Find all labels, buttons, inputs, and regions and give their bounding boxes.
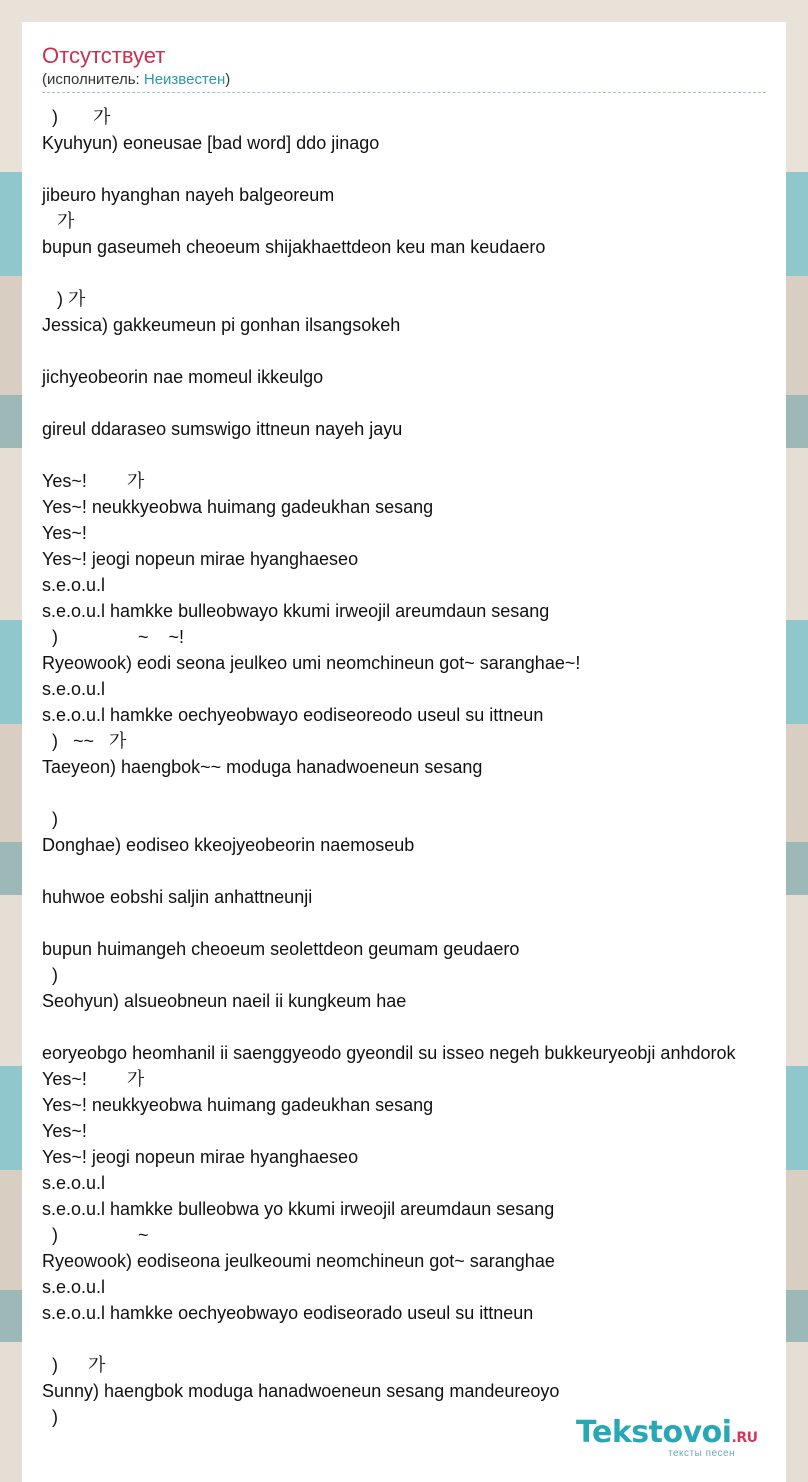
lyric-line: [42, 390, 786, 416]
logo-name: Tekstovoi: [576, 1415, 732, 1450]
lyric-line: Yes~! neukkyeobwa huimang gadeukhan sesang: [42, 1095, 434, 1115]
content-page: [22, 22, 786, 1482]
lyric-line: s.e.o.u.l hamkke bulleobwayo kkumi irweojil areumdaun sesang: [42, 601, 550, 621]
lyric-line: [42, 910, 786, 936]
lyric-line: eoryeobgo heomhanil ii saenggyeodo gyeondil su isseo negeh bukkeuryeobji anhdorok: [42, 1043, 736, 1063]
lyric-line: Yes~! jeogi nopeun mirae hyanghaeseo: [42, 549, 359, 569]
lyric-line: bupun huimangeh cheoeum seolettdeon geumam geudaero: [42, 939, 520, 959]
lyric-line: Sunny) haengbok moduga hanadwoeneun sesang mandeureoyo: [42, 1381, 560, 1401]
lyric-line: Yes~!: [42, 523, 87, 543]
logo-tagline: тексты песен: [668, 1448, 736, 1459]
lyric-line: Yes~! jeogi nopeun mirae hyanghaeseo: [42, 1147, 359, 1167]
lyric-line: s.e.o.u.l: [42, 1277, 106, 1297]
performer-link[interactable]: Неизвестен: [143, 71, 226, 88]
lyric-line: Jessica) gakkeumeun pi gonhan ilsangsokeh: [42, 315, 401, 335]
lyric-line: s.e.o.u.l hamkke bulleobwa yo kkumi irweojil areumdaun sesang: [42, 1199, 555, 1219]
lyric-line: Yes~! neukkyeobwa huimang gadeukhan sesang: [42, 497, 434, 517]
lyric-line: ): [42, 809, 58, 829]
lyric-line: [42, 156, 786, 182]
lyric-line: [42, 442, 786, 468]
song-title: Отсутствует: [42, 43, 166, 68]
lyric-line: s.e.o.u.l: [42, 575, 106, 595]
lyric-line: 가: [42, 211, 75, 231]
lyric-line: [42, 260, 786, 286]
lyric-line: [42, 1326, 786, 1352]
lyric-line: jichyeobeorin nae momeul ikkeulgo: [42, 367, 324, 387]
lyric-line: [42, 858, 786, 884]
lyric-line: s.e.o.u.l hamkke oechyeobwayo eodiseoreodo useul su ittneun: [42, 705, 544, 725]
lyric-line: [42, 780, 786, 806]
lyric-line: ) ~: [42, 1225, 149, 1245]
lyric-line: ) 가: [42, 1355, 106, 1375]
lyrics-text: [42, 104, 786, 1430]
performer-line: [42, 70, 766, 93]
lyric-line: ) ~ ~!: [42, 627, 185, 647]
lyric-line: Yes~!: [42, 1121, 87, 1141]
lyric-line: Yes~! 가: [42, 1069, 145, 1089]
lyric-line: Seohyun) alsueobneun naeil ii kungkeum hae: [42, 991, 407, 1011]
lyric-line: bupun gaseumeh cheoeum shijakhaettdeon keu man keudaero: [42, 237, 546, 257]
lyric-line: s.e.o.u.l hamkke oechyeobwayo eodiseorado useul su ittneun: [42, 1303, 534, 1323]
lyric-line: ) 가: [42, 107, 111, 127]
lyric-line: [42, 338, 786, 364]
lyric-line: ): [42, 965, 58, 985]
lyric-line: Donghae) eodiseo kkeojyeobeorin naemoseub: [42, 835, 415, 855]
lyric-line: ) ~~ 가: [42, 731, 127, 751]
lyric-line: ) 가: [42, 289, 86, 309]
lyric-line: Taeyeon) haengbok~~ moduga hanadwoeneun sesang: [42, 757, 483, 777]
performer-prefix: (исполнитель:: [42, 71, 144, 88]
performer-suffix: ): [225, 71, 231, 88]
lyric-line: huhwoe eobshi saljin anhattneunji: [42, 887, 313, 907]
lyric-line: Kyuhyun) eoneusae [bad word] ddo jinago: [42, 133, 380, 153]
lyric-line: gireul ddaraseo sumswigo ittneun nayeh jayu: [42, 419, 403, 439]
site-logo[interactable]: [576, 1416, 776, 1462]
song-header: [42, 42, 766, 93]
lyric-line: jibeuro hyanghan nayeh balgeoreum: [42, 185, 335, 205]
lyric-line: ): [42, 1407, 58, 1427]
lyric-line: [42, 1014, 786, 1040]
lyric-line: s.e.o.u.l: [42, 679, 106, 699]
lyric-line: s.e.o.u.l: [42, 1173, 106, 1193]
logo-tld: .RU: [731, 1430, 758, 1446]
lyric-line: Yes~! 가: [42, 471, 145, 491]
lyric-line: Ryeowook) eodiseona jeulkeoumi neomchineun got~ saranghae: [42, 1251, 555, 1271]
lyric-line: Ryeowook) eodi seona jeulkeo umi neomchineun got~ saranghae~!: [42, 653, 581, 673]
